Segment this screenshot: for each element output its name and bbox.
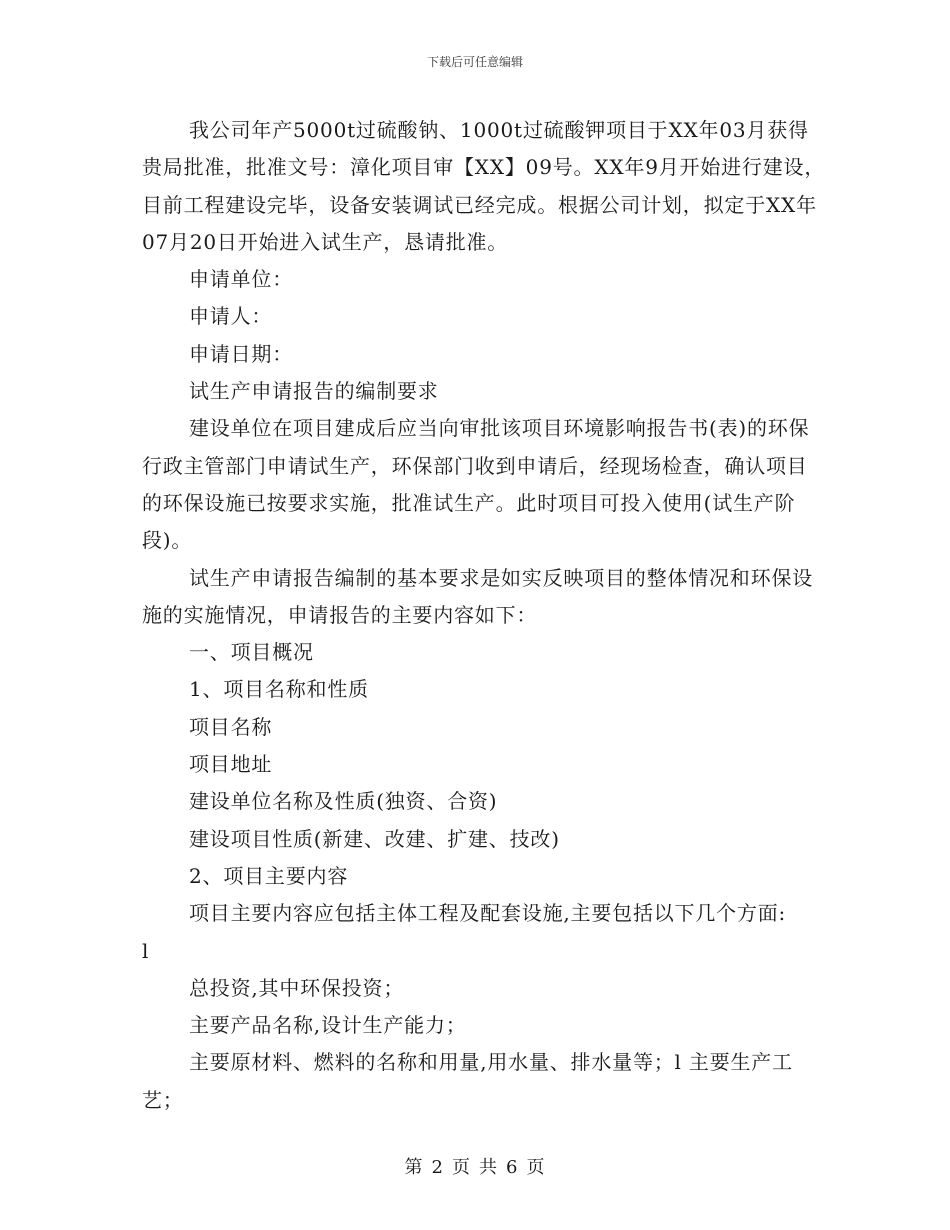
page-header: 下载后可任意编辑 — [426, 55, 523, 69]
paragraph: 项目名称 — [189, 714, 273, 739]
footer-label-page: 第 — [404, 1157, 424, 1178]
page-footer — [0, 1153, 950, 1179]
paragraph: 试生产申请报告编制的基本要求是如实反映项目的整体情况和环保设施的实施情况，申请报告的主要内容如下： — [142, 565, 813, 627]
paragraph: 申请单位： — [189, 267, 293, 292]
document-body — [142, 112, 827, 1119]
footer-total-pages: 6 — [506, 1157, 519, 1178]
paragraph: 一、项目概况 — [189, 640, 314, 665]
paragraph: 建设单位在项目建成后应当向审批该项目环境影响报告书(表)的环保行政主管部门申请试生产，环保部门收到申请后，经现场检查，确认项目的环保设施已按要求实施，批准试生产。此时项目可投入使用(试生产阶段)。 — [142, 416, 810, 553]
paragraph: 项目主要内容应包括主体工程及配套设施,主要包括以下几个方面: — [189, 901, 787, 926]
paragraph: 试生产申请报告的编制要求 — [189, 379, 439, 404]
paragraph: 主要产品名称,设计生产能力； — [189, 1013, 467, 1038]
paragraph: 2、项目主要内容 — [189, 863, 349, 888]
paragraph: 总投资,其中环保投资； — [189, 975, 405, 1000]
paragraph: 主要原材料、燃料的名称和用量,用水量、排水量等；l 主要生产工艺； — [142, 1050, 793, 1112]
paragraph: 项目地址 — [189, 752, 273, 777]
paragraph: 1、项目名称和性质 — [189, 677, 369, 702]
paragraph: 我公司年产5000t过硫酸钠、1000t过硫酸钾项目于XX年03月获得贵局批准，批准文号：漳化项目审【XX】09号。XX年9月开始进行建设，目前工程建设完毕，设备安装调试已经完成。根据公司计划，拟定于XX年07月20日开始进入试生产，恳请批准。 — [142, 118, 826, 254]
list-marker: l — [142, 938, 150, 963]
paragraph: 申请人： — [189, 304, 273, 329]
paragraph: 申请日期： — [189, 341, 293, 366]
paragraph: 建设单位名称及性质(独资、合资) — [189, 789, 498, 814]
footer-label-page-unit: 页 — [452, 1157, 471, 1178]
footer-current-page: 2 — [431, 1157, 444, 1178]
paragraph: 建设项目性质(新建、改建、扩建、技改) — [189, 826, 560, 851]
footer-label-total-unit: 页 — [526, 1157, 546, 1178]
footer-label-total: 共 — [479, 1157, 498, 1178]
